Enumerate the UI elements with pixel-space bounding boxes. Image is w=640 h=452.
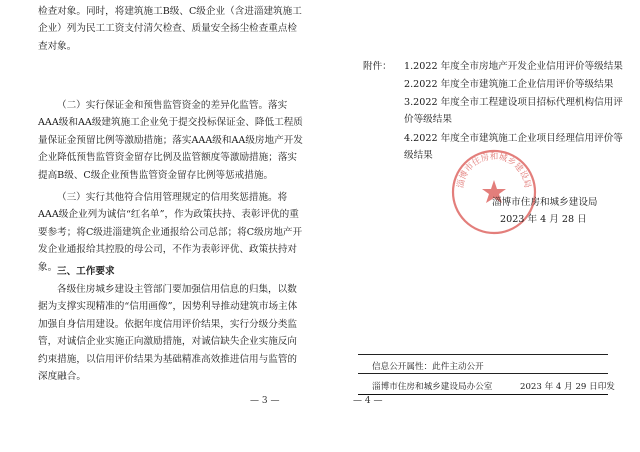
paragraph-other-measures: （三）实行其他符合信用管理规定的信用奖惩措施。将AAA级企业列为诚信“红名单”，作为政策扶持、表彰评优的重要参考；将C级进淄建筑企业通报给公司总部；将C级房地产开发企业通报给其控股的母公司，不作为表彰评优、政策扶持对象。 <box>38 192 303 273</box>
footer-rule-middle <box>358 373 608 374</box>
footer-rule-top <box>358 354 608 355</box>
attachment-item-2: 2.2022 年度全市建筑施工企业信用评价等级结果 <box>404 79 614 90</box>
attachments-label: 附件： <box>363 61 392 72</box>
attachment-item-4: 4.2022 年度全市建筑施工企业项目经理信用评价等级结果 <box>404 133 623 162</box>
right-page <box>320 0 640 452</box>
section-heading: 三、工作要求 <box>57 266 115 277</box>
attachment-item-1: 1.2022 年度全市房地产开发企业信用评价等级结果 <box>404 61 623 72</box>
issuing-office: 淄博市住房和城乡建设局办公室 <box>372 382 493 392</box>
attachment-item-3: 3.2022 年度全市工程建设项目招标代理机构信用评价等级结果 <box>404 97 623 126</box>
paragraph-work-requirements: 各级住房城乡建设主管部门要加强信用信息的归集，以数据为支撑实现精准的“信用画像”，因势利导推动建筑市场主体加强自身信用建设。依据年度信用评价结果，实行分级分类监管，对诚信企业实施正向激励措施，对诚信缺失企业实施反向约束措施，以信用评价结果为基础精准高效推进信用与监管的深度融合。 <box>38 284 298 383</box>
paragraph-continuation: 检查对象。同时，将建筑施工B级、C级企业（含进淄建筑施工企业）列为民工工资支付清欠检查、质量安全扬尘检查重点检查对象。 <box>38 6 302 52</box>
disclosure-attribute: 信息公开属性：此件主动公开 <box>372 362 484 372</box>
svg-text:淄博市住房和城乡建设局: 淄博市住房和城乡建设局 <box>455 152 533 189</box>
paragraph-deposit-supervision: （二）实行保证金和预售监管资金的差异化监管。落实AAA级和AA级建筑施工企业免于提交投标保证金、降低工程质量保证金预留比例等激励措施；落实AAA级和AA级房地产开发企业降低预售监管资金留存比例及监管额度等激励措施；落实提高B级、C级企业预售监管资金留存比例等惩戒措施。 <box>38 100 303 181</box>
page-number-3: — 3 — <box>250 396 280 406</box>
footer-rule-bottom <box>358 394 608 395</box>
issuer-name: 淄博市住房和城乡建设局 <box>492 197 598 208</box>
issue-date: 2023 年 4 月 28 日 <box>500 214 587 225</box>
page-number-4: — 4 — <box>353 396 383 406</box>
print-date: 2023 年 4 月 29 日印发 <box>520 382 615 392</box>
